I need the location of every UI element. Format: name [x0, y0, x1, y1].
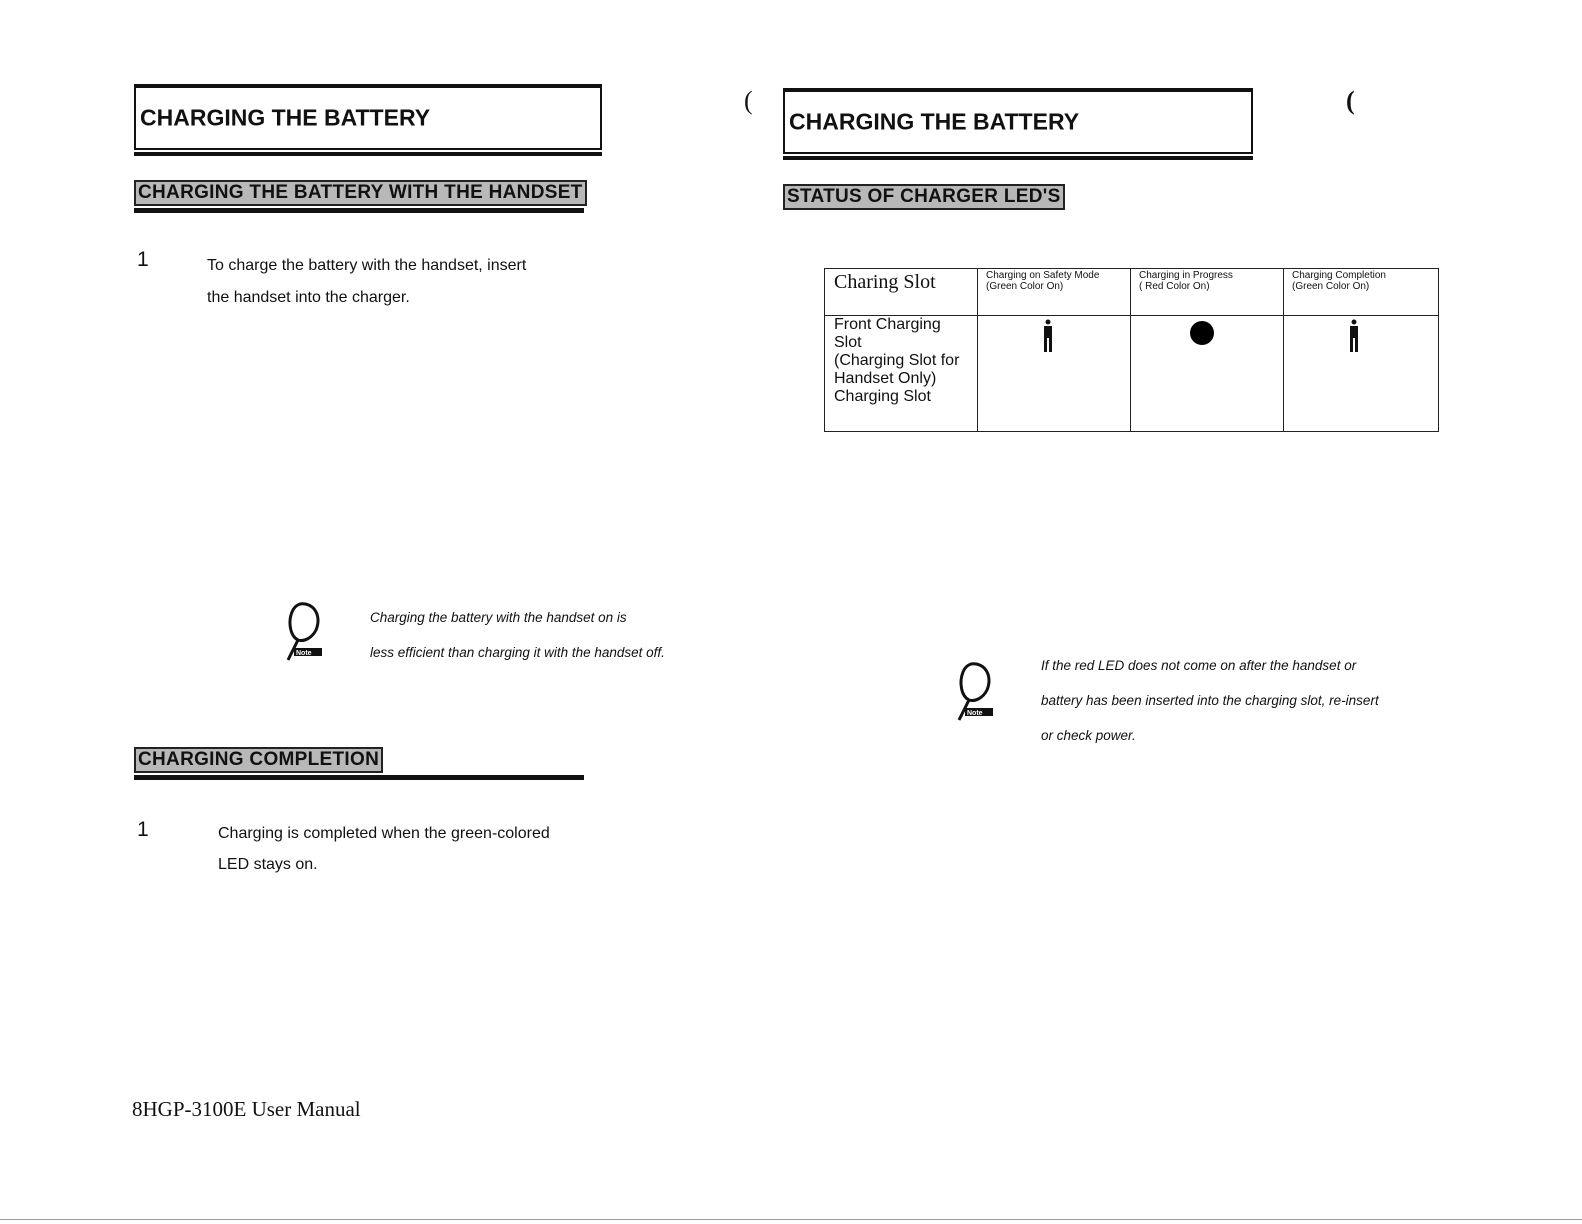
- header-line: Charging in Progress: [1139, 270, 1233, 281]
- led-figure-icon: [1041, 319, 1055, 353]
- note-text-left: [370, 600, 665, 670]
- step-number: 1: [137, 818, 149, 841]
- led-status-table: [824, 268, 1439, 432]
- header-line: ( Red Color On): [1139, 281, 1210, 292]
- title-underline: [783, 156, 1253, 160]
- svg-text:Note: Note: [967, 710, 983, 717]
- text-line: Charging is completed when the green-colored: [218, 825, 550, 842]
- row-label-line: Charging Slot: [834, 388, 931, 405]
- chapter-title-box-right: [783, 88, 1253, 154]
- scan-mark: (: [1346, 86, 1355, 115]
- section-rule: [134, 208, 584, 213]
- row-label-line: Slot: [834, 334, 862, 351]
- step-text-charge-with-handset: [207, 250, 526, 314]
- page-bottom-edge: [0, 1219, 1582, 1220]
- chapter-title-box-left: [134, 84, 602, 150]
- row-label-line: Front Charging: [834, 316, 941, 333]
- text-line: If the red LED does not come on after the handset or: [1041, 658, 1357, 673]
- section-rule: [134, 775, 584, 780]
- red-led-dot-icon: [1189, 320, 1215, 346]
- table-header-in-progress: [1131, 269, 1284, 316]
- led-figure-icon: [1347, 319, 1361, 353]
- table-header-completion: [1284, 269, 1439, 316]
- header-line: Charging on Safety Mode: [986, 270, 1100, 281]
- table-row-label-front-charging-slot: [825, 316, 978, 432]
- svg-text:Note: Note: [296, 650, 312, 657]
- note-icon: [280, 600, 328, 666]
- chapter-title-left: CHARGING THE BATTERY: [140, 104, 431, 131]
- step-text-charging-completed: [218, 818, 550, 880]
- text-line: battery has been inserted into the charging slot, re-insert: [1041, 693, 1379, 708]
- section-heading-charging-completion: CHARGING COMPLETION: [134, 747, 383, 773]
- header-line: Charging Completion: [1292, 270, 1386, 281]
- header-line: (Green Color On): [986, 281, 1064, 292]
- row-label-line: Handset Only): [834, 370, 937, 387]
- table-header-safety-mode: [978, 269, 1131, 316]
- table-cell-in-progress: [1131, 316, 1284, 432]
- section-heading-charging-with-handset: CHARGING THE BATTERY WITH THE HANDSET: [134, 180, 587, 206]
- chapter-title-right: CHARGING THE BATTERY: [789, 108, 1080, 135]
- text-line: or check power.: [1041, 728, 1136, 743]
- header-line: (Green Color On): [1292, 281, 1370, 292]
- note-icon: [951, 660, 999, 726]
- table-header-charging-slot: Charing Slot: [825, 269, 978, 316]
- footer-manual-title: 8HGP-3100E User Manual: [132, 1097, 361, 1121]
- text-line: Charging the battery with the handset on is: [370, 610, 627, 625]
- title-underline: [134, 152, 602, 156]
- step-number: 1: [137, 248, 149, 271]
- text-line: the handset into the charger.: [207, 289, 410, 306]
- note-text-right: [1041, 648, 1379, 753]
- table-cell-completion: [1284, 316, 1439, 432]
- text-line: LED stays on.: [218, 856, 318, 873]
- text-line: less efficient than charging it with the handset off.: [370, 645, 665, 660]
- section-heading-status-of-charger-leds: STATUS OF CHARGER LED'S: [783, 184, 1065, 210]
- scan-mark: (: [744, 86, 753, 115]
- table-cell-safety-mode: [978, 316, 1131, 432]
- row-label-line: (Charging Slot for: [834, 352, 960, 369]
- text-line: To charge the battery with the handset, insert: [207, 257, 527, 274]
